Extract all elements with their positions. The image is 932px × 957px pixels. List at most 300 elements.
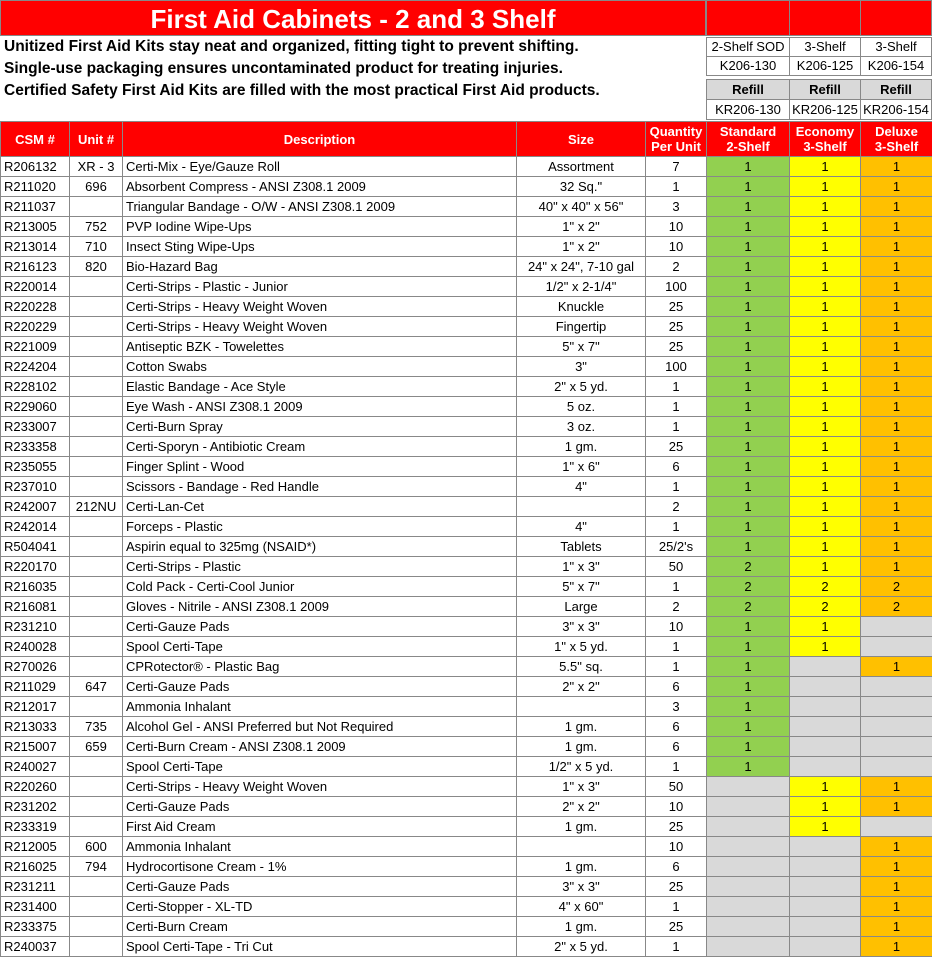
table-row xyxy=(1,657,932,677)
cell-size: Assortment xyxy=(517,157,646,177)
cell-description: Certi-Lan-Cet xyxy=(123,497,517,517)
cell-economy xyxy=(790,837,861,857)
table-body xyxy=(1,157,932,957)
cell-quantity: 1 xyxy=(646,637,707,657)
table-row xyxy=(1,577,932,597)
cell-deluxe xyxy=(861,737,932,757)
table-row xyxy=(1,277,932,297)
cell-csm: R221009 xyxy=(1,337,70,357)
cell-description: Certi-Strips - Plastic - Junior xyxy=(123,277,517,297)
cell-economy: 1 xyxy=(790,417,861,437)
kit-name: 3-Shelf xyxy=(860,37,932,57)
table-row xyxy=(1,717,932,737)
cell-deluxe xyxy=(861,757,932,777)
table-row xyxy=(1,177,932,197)
cell-description: Cold Pack - Certi-Cool Junior xyxy=(123,577,517,597)
table-row xyxy=(1,817,932,837)
cell-standard: 2 xyxy=(707,597,790,617)
table-row xyxy=(1,217,932,237)
cell-csm: R228102 xyxy=(1,377,70,397)
cell-economy: 1 xyxy=(790,437,861,457)
cell-economy: 1 xyxy=(790,497,861,517)
col-header-standard xyxy=(707,122,790,157)
cell-standard: 1 xyxy=(707,697,790,717)
table-row xyxy=(1,917,932,937)
cell-description: Certi-Burn Cream - ANSI Z308.1 2009 xyxy=(123,737,517,757)
col-header-economy-line1: Economy xyxy=(795,124,855,139)
cell-deluxe: 1 xyxy=(861,657,932,677)
cell-standard xyxy=(707,797,790,817)
cell-csm: R211029 xyxy=(1,677,70,697)
cell-size: 3 oz. xyxy=(517,417,646,437)
table-row xyxy=(1,297,932,317)
cell-quantity: 1 xyxy=(646,937,707,957)
cell-economy: 1 xyxy=(790,277,861,297)
cell-quantity: 100 xyxy=(646,277,707,297)
refill-sku: KR206-154 xyxy=(860,99,932,120)
table-row xyxy=(1,237,932,257)
cell-csm: R211037 xyxy=(1,197,70,217)
description-line: Unitized First Aid Kits stay neat and organized, fitting tight to prevent shifting. xyxy=(4,38,579,55)
col-header-csm: CSM # xyxy=(1,122,70,157)
cell-quantity: 6 xyxy=(646,457,707,477)
cell-quantity: 50 xyxy=(646,777,707,797)
cell-quantity: 1 xyxy=(646,757,707,777)
cell-economy: 2 xyxy=(790,597,861,617)
cell-description: Absorbent Compress - ANSI Z308.1 2009 xyxy=(123,177,517,197)
refill-sku: KR206-125 xyxy=(789,99,861,120)
cell-csm: R233319 xyxy=(1,817,70,837)
cell-standard: 1 xyxy=(707,537,790,557)
cell-economy: 1 xyxy=(790,297,861,317)
cell-standard: 1 xyxy=(707,157,790,177)
col-header-size: Size xyxy=(517,122,646,157)
cell-size: 1 gm. xyxy=(517,817,646,837)
kit-sku: K206-130 xyxy=(706,56,790,76)
cell-economy: 1 xyxy=(790,637,861,657)
cell-quantity: 1 xyxy=(646,897,707,917)
cell-economy xyxy=(790,877,861,897)
cell-size: 2" x 5 yd. xyxy=(517,937,646,957)
cell-standard: 1 xyxy=(707,317,790,337)
cell-size: 2" x 5 yd. xyxy=(517,377,646,397)
cell-description: First Aid Cream xyxy=(123,817,517,837)
cell-quantity: 1 xyxy=(646,477,707,497)
title-fill-cell xyxy=(789,0,861,36)
cell-description: Spool Certi-Tape xyxy=(123,757,517,777)
cell-standard xyxy=(707,917,790,937)
cell-economy: 1 xyxy=(790,257,861,277)
cell-size: Large xyxy=(517,597,646,617)
cell-standard: 1 xyxy=(707,677,790,697)
cell-deluxe: 1 xyxy=(861,357,932,377)
cell-size: 4" xyxy=(517,477,646,497)
cell-standard xyxy=(707,857,790,877)
cell-csm: R237010 xyxy=(1,477,70,497)
cell-standard xyxy=(707,937,790,957)
cell-deluxe: 1 xyxy=(861,497,932,517)
cell-unit xyxy=(70,517,123,537)
cell-unit xyxy=(70,457,123,477)
contents-table xyxy=(0,121,932,957)
cell-unit xyxy=(70,437,123,457)
cell-economy: 1 xyxy=(790,377,861,397)
cell-quantity: 2 xyxy=(646,597,707,617)
cell-description: Certi-Gauze Pads xyxy=(123,677,517,697)
cell-csm: R229060 xyxy=(1,397,70,417)
cell-size: 2" x 2" xyxy=(517,797,646,817)
cell-unit xyxy=(70,557,123,577)
cell-description: Certi-Mix - Eye/Gauze Roll xyxy=(123,157,517,177)
cell-size xyxy=(517,697,646,717)
cell-economy: 1 xyxy=(790,797,861,817)
cell-csm: R206132 xyxy=(1,157,70,177)
cell-size: 1" x 2" xyxy=(517,237,646,257)
cell-economy xyxy=(790,737,861,757)
cell-csm: R212005 xyxy=(1,837,70,857)
table-row xyxy=(1,377,932,397)
cell-description: Aspirin equal to 325mg (NSAID*) xyxy=(123,537,517,557)
cell-economy: 1 xyxy=(790,617,861,637)
table-row xyxy=(1,697,932,717)
cell-csm: R212017 xyxy=(1,697,70,717)
cell-csm: R211020 xyxy=(1,177,70,197)
cell-quantity: 10 xyxy=(646,237,707,257)
cell-size: 1 gm. xyxy=(517,857,646,877)
cell-description: Bio-Hazard Bag xyxy=(123,257,517,277)
cell-deluxe: 1 xyxy=(861,777,932,797)
cell-unit xyxy=(70,937,123,957)
kit-name: 2-Shelf SOD xyxy=(706,37,790,57)
cell-size: 3" x 3" xyxy=(517,877,646,897)
cell-standard: 1 xyxy=(707,197,790,217)
cell-quantity: 1 xyxy=(646,417,707,437)
cell-deluxe: 1 xyxy=(861,397,932,417)
cell-unit xyxy=(70,277,123,297)
table-row xyxy=(1,737,932,757)
cell-unit: 820 xyxy=(70,257,123,277)
cell-deluxe: 1 xyxy=(861,857,932,877)
cell-unit xyxy=(70,797,123,817)
cell-standard: 1 xyxy=(707,237,790,257)
cell-deluxe xyxy=(861,717,932,737)
cell-quantity: 10 xyxy=(646,797,707,817)
cell-description: Scissors - Bandage - Red Handle xyxy=(123,477,517,497)
cell-size: 4" xyxy=(517,517,646,537)
cell-quantity: 6 xyxy=(646,717,707,737)
cell-description: Hydrocortisone Cream - 1% xyxy=(123,857,517,877)
cell-standard: 1 xyxy=(707,277,790,297)
cell-csm: R220014 xyxy=(1,277,70,297)
cell-standard xyxy=(707,877,790,897)
cell-deluxe: 1 xyxy=(861,377,932,397)
cell-description: Certi-Stopper - XL-TD xyxy=(123,897,517,917)
cell-size: 32 Sq." xyxy=(517,177,646,197)
table-row xyxy=(1,457,932,477)
cell-size: 40" x 40" x 56" xyxy=(517,197,646,217)
title-fill-cell xyxy=(706,0,790,36)
cell-deluxe: 1 xyxy=(861,477,932,497)
cell-deluxe: 1 xyxy=(861,277,932,297)
cell-deluxe: 1 xyxy=(861,237,932,257)
cell-csm: R233358 xyxy=(1,437,70,457)
cell-description: Certi-Gauze Pads xyxy=(123,617,517,637)
cell-quantity: 100 xyxy=(646,357,707,377)
cell-standard: 1 xyxy=(707,457,790,477)
cell-deluxe: 1 xyxy=(861,797,932,817)
cell-deluxe: 1 xyxy=(861,297,932,317)
refill-label: Refill xyxy=(860,79,932,100)
cell-standard: 1 xyxy=(707,377,790,397)
cell-unit xyxy=(70,617,123,637)
cell-unit xyxy=(70,657,123,677)
cell-economy: 1 xyxy=(790,457,861,477)
cell-size: 4" x 60" xyxy=(517,897,646,917)
cell-csm: R216035 xyxy=(1,577,70,597)
table-row xyxy=(1,397,932,417)
cell-economy: 1 xyxy=(790,237,861,257)
cell-description: Insect Sting Wipe-Ups xyxy=(123,237,517,257)
cell-economy xyxy=(790,717,861,737)
cell-deluxe: 1 xyxy=(861,837,932,857)
cell-size: 1/2" x 5 yd. xyxy=(517,757,646,777)
cell-quantity: 3 xyxy=(646,197,707,217)
cell-standard: 1 xyxy=(707,217,790,237)
cell-standard xyxy=(707,817,790,837)
table-row xyxy=(1,357,932,377)
cell-deluxe xyxy=(861,637,932,657)
cell-unit xyxy=(70,337,123,357)
cell-unit: XR - 3 xyxy=(70,157,123,177)
cell-size: 1" x 3" xyxy=(517,557,646,577)
cell-economy xyxy=(790,697,861,717)
cell-economy: 1 xyxy=(790,477,861,497)
table-row xyxy=(1,777,932,797)
cell-economy: 1 xyxy=(790,557,861,577)
cell-standard: 1 xyxy=(707,177,790,197)
table-row xyxy=(1,617,932,637)
cell-csm: R216081 xyxy=(1,597,70,617)
cell-size: 5.5" sq. xyxy=(517,657,646,677)
cell-unit: 600 xyxy=(70,837,123,857)
cell-description: Certi-Strips - Heavy Weight Woven xyxy=(123,777,517,797)
cell-unit: 735 xyxy=(70,717,123,737)
cell-economy: 1 xyxy=(790,197,861,217)
kit-name: 3-Shelf xyxy=(789,37,861,57)
cell-unit xyxy=(70,197,123,217)
table-row xyxy=(1,497,932,517)
cell-quantity: 7 xyxy=(646,157,707,177)
cell-economy: 1 xyxy=(790,817,861,837)
cell-economy: 1 xyxy=(790,357,861,377)
cell-size: 1 gm. xyxy=(517,737,646,757)
cell-deluxe: 1 xyxy=(861,437,932,457)
cell-description: Certi-Gauze Pads xyxy=(123,797,517,817)
cell-economy: 1 xyxy=(790,177,861,197)
col-header-standard-line2: 2-Shelf xyxy=(726,139,770,154)
cell-quantity: 25 xyxy=(646,877,707,897)
cell-unit xyxy=(70,917,123,937)
cell-quantity: 2 xyxy=(646,257,707,277)
cell-deluxe xyxy=(861,677,932,697)
cell-economy xyxy=(790,897,861,917)
cell-description: Triangular Bandage - O/W - ANSI Z308.1 2009 xyxy=(123,197,517,217)
cell-csm: R224204 xyxy=(1,357,70,377)
col-header-qty-line2: Per Unit xyxy=(651,139,701,154)
cell-economy: 1 xyxy=(790,317,861,337)
cell-deluxe: 1 xyxy=(861,317,932,337)
cell-quantity: 3 xyxy=(646,697,707,717)
cell-standard xyxy=(707,777,790,797)
cell-quantity: 6 xyxy=(646,737,707,757)
cell-economy: 1 xyxy=(790,157,861,177)
table-row xyxy=(1,537,932,557)
cell-unit xyxy=(70,877,123,897)
cell-csm: R215007 xyxy=(1,737,70,757)
cell-csm: R231210 xyxy=(1,617,70,637)
cell-deluxe: 1 xyxy=(861,917,932,937)
table-row xyxy=(1,317,932,337)
cell-economy xyxy=(790,757,861,777)
table-row xyxy=(1,837,932,857)
table-row xyxy=(1,557,932,577)
title-fill-cell xyxy=(860,0,932,36)
cell-quantity: 25 xyxy=(646,917,707,937)
page-title: First Aid Cabinets - 2 and 3 Shelf xyxy=(0,0,706,36)
cell-unit: 696 xyxy=(70,177,123,197)
cell-size: 1 gm. xyxy=(517,437,646,457)
cell-quantity: 6 xyxy=(646,677,707,697)
cell-standard: 1 xyxy=(707,257,790,277)
cell-description: Certi-Burn Cream xyxy=(123,917,517,937)
refill-sku: KR206-130 xyxy=(706,99,790,120)
cell-csm: R220260 xyxy=(1,777,70,797)
cell-economy: 2 xyxy=(790,577,861,597)
cell-unit xyxy=(70,297,123,317)
cell-quantity: 1 xyxy=(646,377,707,397)
cell-description: Certi-Gauze Pads xyxy=(123,877,517,897)
cell-quantity: 1 xyxy=(646,397,707,417)
col-header-qty-line1: Quantity xyxy=(649,124,703,139)
cell-description: CPRotector® - Plastic Bag xyxy=(123,657,517,677)
cell-economy: 1 xyxy=(790,337,861,357)
cell-unit: 752 xyxy=(70,217,123,237)
table-row xyxy=(1,157,932,177)
cell-unit xyxy=(70,397,123,417)
cell-deluxe: 2 xyxy=(861,577,932,597)
cell-economy xyxy=(790,937,861,957)
cell-standard: 1 xyxy=(707,477,790,497)
cell-standard: 1 xyxy=(707,417,790,437)
cell-unit: 659 xyxy=(70,737,123,757)
table-row xyxy=(1,797,932,817)
cell-size: 3" xyxy=(517,357,646,377)
cell-size: 1" x 2" xyxy=(517,217,646,237)
cell-description: Certi-Burn Spray xyxy=(123,417,517,437)
cell-unit: 710 xyxy=(70,237,123,257)
cell-size: Fingertip xyxy=(517,317,646,337)
cell-unit xyxy=(70,577,123,597)
col-header-description: Description xyxy=(123,122,517,157)
cell-size: Tablets xyxy=(517,537,646,557)
cell-description: Certi-Strips - Heavy Weight Woven xyxy=(123,297,517,317)
cell-size: 1 gm. xyxy=(517,717,646,737)
cell-size: 5" x 7" xyxy=(517,577,646,597)
table-row xyxy=(1,417,932,437)
cell-standard: 1 xyxy=(707,357,790,377)
cell-csm: R240037 xyxy=(1,937,70,957)
table-row xyxy=(1,677,932,697)
cell-quantity: 6 xyxy=(646,857,707,877)
cell-size: 24" x 24", 7-10 gal xyxy=(517,257,646,277)
cell-deluxe: 1 xyxy=(861,557,932,577)
cell-csm: R220229 xyxy=(1,317,70,337)
table-row xyxy=(1,437,932,457)
cell-csm: R220228 xyxy=(1,297,70,317)
cell-description: Eye Wash - ANSI Z308.1 2009 xyxy=(123,397,517,417)
cell-economy: 1 xyxy=(790,397,861,417)
cell-quantity: 25 xyxy=(646,337,707,357)
cell-standard: 1 xyxy=(707,717,790,737)
cell-quantity: 1 xyxy=(646,517,707,537)
cell-size: 1/2" x 2-1/4" xyxy=(517,277,646,297)
col-header-deluxe-line1: Deluxe xyxy=(875,124,918,139)
cell-csm: R216123 xyxy=(1,257,70,277)
table-row xyxy=(1,197,932,217)
col-header-economy-line2: 3-Shelf xyxy=(803,139,847,154)
cell-deluxe: 1 xyxy=(861,517,932,537)
cell-csm: R231211 xyxy=(1,877,70,897)
table-row xyxy=(1,597,932,617)
cell-description: Ammonia Inhalant xyxy=(123,837,517,857)
cell-deluxe: 1 xyxy=(861,197,932,217)
cell-economy: 1 xyxy=(790,517,861,537)
col-header-unit: Unit # xyxy=(70,122,123,157)
cell-quantity: 10 xyxy=(646,617,707,637)
cell-deluxe xyxy=(861,697,932,717)
cell-csm: R231400 xyxy=(1,897,70,917)
cell-standard: 1 xyxy=(707,757,790,777)
col-header-economy xyxy=(790,122,861,157)
cell-size: 1" x 5 yd. xyxy=(517,637,646,657)
cell-deluxe: 1 xyxy=(861,177,932,197)
cell-standard: 1 xyxy=(707,657,790,677)
header-row xyxy=(1,122,932,157)
cell-deluxe: 2 xyxy=(861,597,932,617)
cell-csm: R242014 xyxy=(1,517,70,537)
cell-unit: 794 xyxy=(70,857,123,877)
col-header-standard-line1: Standard xyxy=(719,124,777,139)
cell-economy xyxy=(790,857,861,877)
cell-csm: R213005 xyxy=(1,217,70,237)
cell-quantity: 1 xyxy=(646,177,707,197)
cell-description: PVP Iodine Wipe-Ups xyxy=(123,217,517,237)
cell-description: Gloves - Nitrile - ANSI Z308.1 2009 xyxy=(123,597,517,617)
cell-size: 3" x 3" xyxy=(517,617,646,637)
cell-description: Antiseptic BZK - Towelettes xyxy=(123,337,517,357)
table-row xyxy=(1,877,932,897)
cell-deluxe: 1 xyxy=(861,417,932,437)
cell-csm: R233007 xyxy=(1,417,70,437)
cell-size: 1" x 3" xyxy=(517,777,646,797)
cell-deluxe: 1 xyxy=(861,537,932,557)
cell-unit xyxy=(70,597,123,617)
cell-quantity: 25 xyxy=(646,437,707,457)
cell-size: 5 oz. xyxy=(517,397,646,417)
cell-economy: 1 xyxy=(790,777,861,797)
cell-deluxe: 1 xyxy=(861,897,932,917)
cell-unit xyxy=(70,777,123,797)
